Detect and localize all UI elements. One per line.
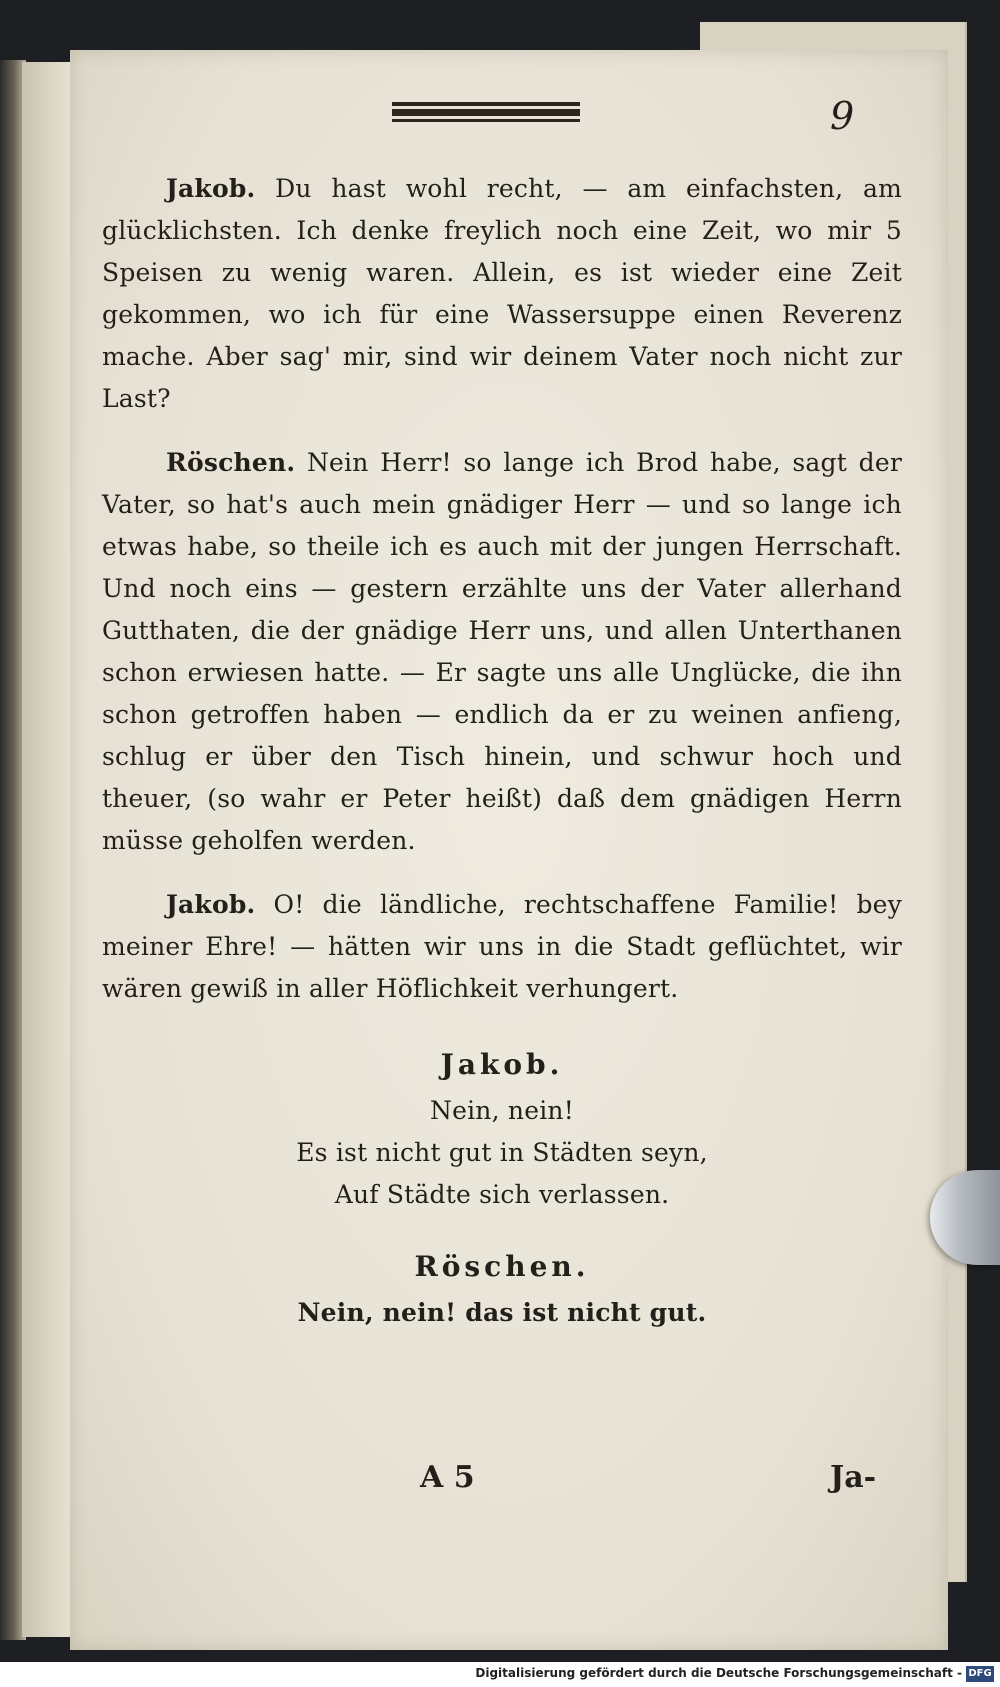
paragraph-3 bbox=[102, 884, 902, 1010]
book-page bbox=[70, 50, 948, 1650]
speaker-name: Jakob. bbox=[166, 174, 256, 203]
footer-credit: Digitalisierung gefördert durch die Deutsche Forschungsgemeinschaft - bbox=[475, 1666, 962, 1680]
header-ornament-rule bbox=[392, 102, 580, 125]
page-number: 9 bbox=[830, 94, 855, 138]
paragraph-text: Du hast wohl recht, — am einfachsten, am glücklichsten. Ich denke freylich noch eine Zeit, wo mir 5 Speisen zu wenig waren. Allein, es ist wieder eine Zeit gekommen, wo ich für eine Wassersuppe einen Reverenz mache. Aber sag' mir, sind wir deinem Vater noch nicht zur Last? bbox=[102, 174, 902, 413]
facing-page-edge bbox=[22, 62, 77, 1637]
signature-mark: A 5 bbox=[420, 1460, 475, 1495]
verse-speaker: Röschen. bbox=[414, 1250, 590, 1283]
verse-line: Nein, nein! das ist nicht gut. bbox=[297, 1298, 707, 1327]
verse-line: Nein, nein! bbox=[430, 1096, 574, 1125]
catchword: Ja- bbox=[830, 1460, 877, 1495]
speaker-name: Jakob. bbox=[166, 890, 256, 919]
verse-block-jakob bbox=[102, 1044, 902, 1216]
paragraph-2 bbox=[102, 442, 902, 862]
dfg-logo: DFG bbox=[966, 1666, 994, 1682]
speaker-name: Röschen. bbox=[166, 448, 296, 477]
paragraph-1 bbox=[102, 168, 902, 420]
paragraph-text: O! die ländliche, rechtschaffene Familie! bey meiner Ehre! — hätten wir uns in die Stadt geflüchtet, wir wären gewiß in aller Höflichkeit verhungert. bbox=[102, 890, 902, 1003]
paragraph-text: Nein Herr! so lange ich Brod habe, sagt der Vater, so hat's auch mein gnädiger Herr — und so lange ich etwas habe, so theile ich es auch mit der jungen Herrschaft. Und noch eins — gestern erzählte uns der Vater allerhand Gutthaten, die der gnädige Herr uns, und allen Unterthanen schon erwiesen hatte. — Er sagte uns alle Unglücke, die ihn schon getroffen haben — endlich da er zu weinen anfieng, schlug er über den Tisch hinein, und schwur hoch und theuer, (so wahr er Peter heißt) daß dem gnädigen Herrn müsse geholfen werden. bbox=[102, 448, 902, 855]
verse-line: Es ist nicht gut in Städten seyn, bbox=[296, 1138, 708, 1167]
verse-block-roeschen bbox=[102, 1246, 902, 1334]
verse-line: Auf Städte sich verlassen. bbox=[334, 1180, 670, 1209]
page-text bbox=[102, 168, 902, 1334]
digitization-footer bbox=[0, 1662, 1000, 1687]
verse-speaker: Jakob. bbox=[440, 1048, 564, 1081]
